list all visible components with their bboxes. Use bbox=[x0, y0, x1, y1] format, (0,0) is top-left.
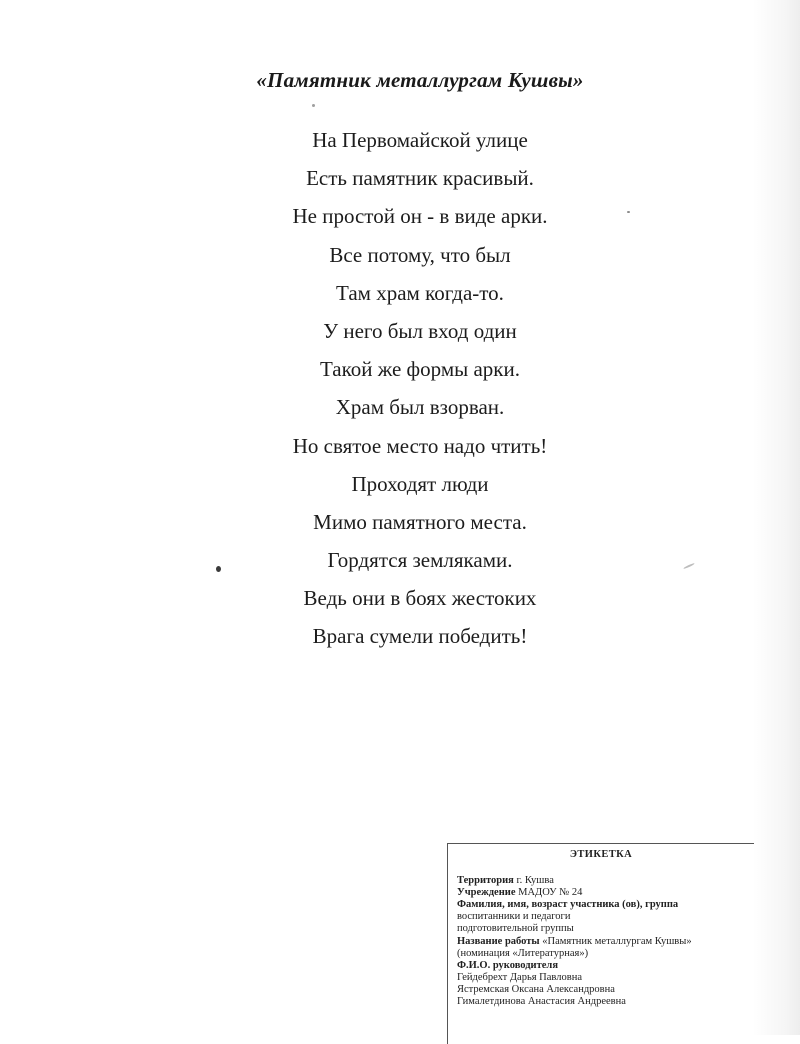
poem-line: Гордятся земляками. bbox=[327, 548, 513, 573]
poem-line: Храм был взорван. bbox=[335, 395, 505, 420]
label-supervisor-name: Ястремская Оксана Александровна bbox=[457, 983, 615, 995]
label-supervisor-row bbox=[457, 960, 750, 972]
label-work-key: Название работы bbox=[457, 935, 540, 947]
poem-line: Врага сумели победить! bbox=[312, 624, 528, 649]
poem-text bbox=[0, 124, 800, 659]
label-work-value: «Памятник металлургам Кушвы» bbox=[539, 935, 692, 947]
label-participants-value: подготовительной группы bbox=[457, 923, 574, 935]
label-participants-row bbox=[457, 899, 750, 911]
label-institution-key: Учреждение bbox=[457, 887, 516, 899]
label-work-row bbox=[457, 936, 750, 948]
poem-line: Не простой он - в виде арки. bbox=[292, 204, 548, 229]
poem-line: Там храм когда-то. bbox=[336, 280, 504, 305]
poem-line: Все потому, что был bbox=[329, 242, 511, 267]
poem-line: Есть памятник красивый. bbox=[306, 166, 534, 191]
label-supervisor-name: Гималетдинова Анастасия Андреевна bbox=[457, 996, 626, 1008]
poem-line: Ведь они в боях жестоких bbox=[303, 586, 537, 611]
label-institution-row bbox=[457, 887, 750, 899]
label-heading: ЭТИКЕТКА bbox=[569, 849, 633, 860]
poem-line: На Первомайской улице bbox=[312, 128, 528, 152]
label-supervisor-name: Гейдебрехт Дарья Павловна bbox=[457, 971, 582, 983]
label-work-nomination: (номинация «Литературная») bbox=[457, 947, 589, 959]
label-body bbox=[448, 875, 754, 1008]
label-supervisor-key: Ф.И.О. руководителя bbox=[457, 959, 559, 971]
label-territory-key: Территория bbox=[457, 875, 514, 887]
label-institution-value: МАДОУ № 24 bbox=[515, 887, 583, 899]
scan-speck bbox=[312, 104, 315, 107]
label-participants-key: Фамилия, имя, возраст участника (ов), группа bbox=[457, 899, 679, 911]
label-territory-value: г. Кушва bbox=[513, 875, 554, 887]
label-territory-row bbox=[457, 875, 750, 887]
poem-line: Но святое место надо чтить! bbox=[292, 433, 548, 458]
entry-label-card bbox=[447, 843, 754, 1044]
poem-line: У него был вход один bbox=[323, 318, 517, 343]
poem-line: Мимо памятного места. bbox=[313, 509, 527, 534]
poem-line: Такой же формы арки. bbox=[319, 357, 520, 382]
label-participants-value: воспитанники и педагоги bbox=[457, 911, 571, 923]
poem-title: «Памятник металлургам Кушвы» bbox=[256, 68, 584, 92]
poem-line: Проходят люди bbox=[351, 471, 489, 496]
